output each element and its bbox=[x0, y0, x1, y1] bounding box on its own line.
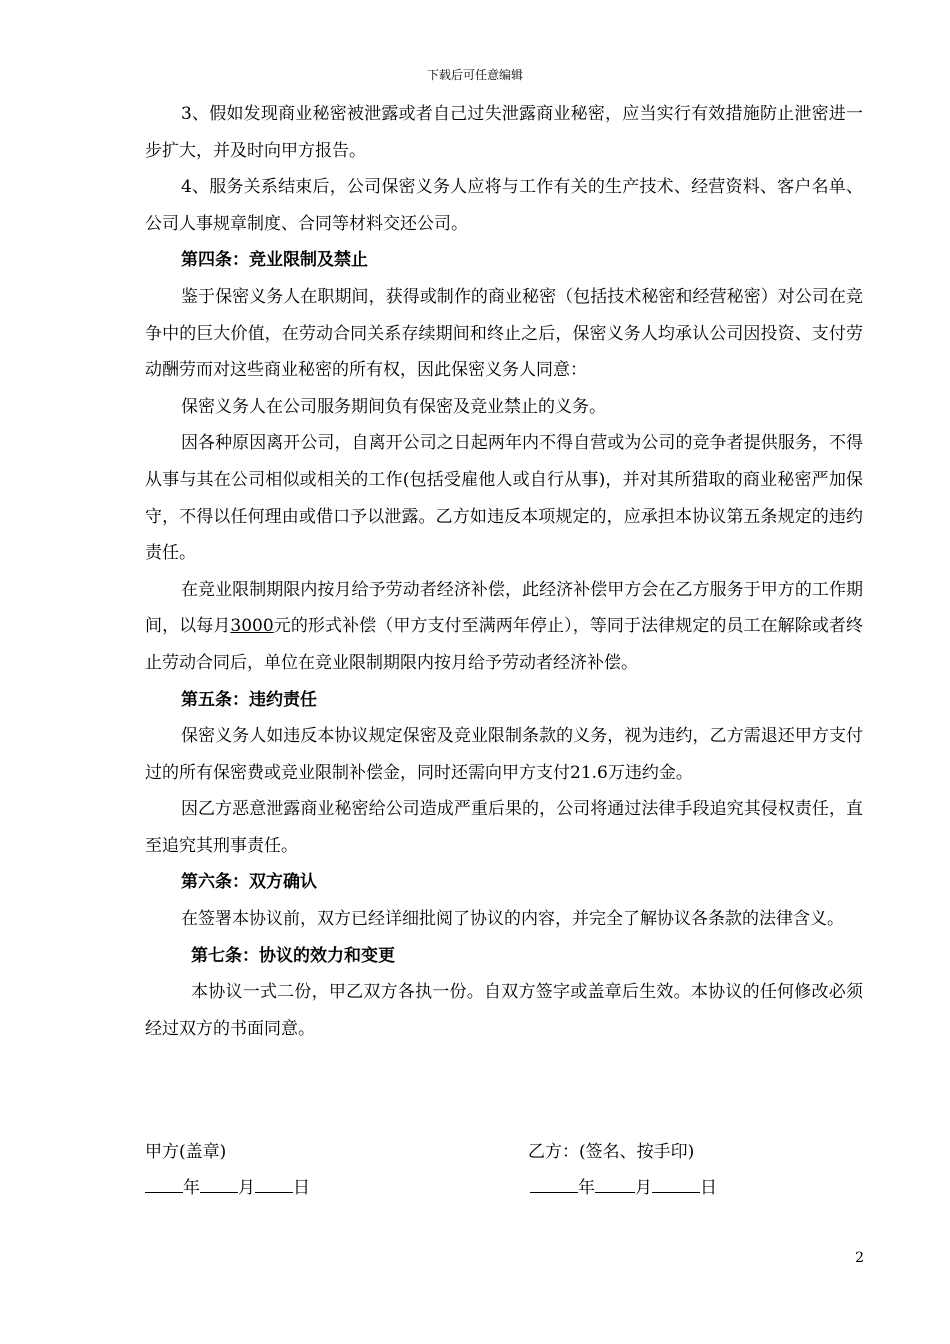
section-heading-6: 第六条：双方确认 bbox=[181, 872, 317, 893]
paragraph-text: 在竞业限制期限内按月给予劳动者经济补偿，此经济补偿甲方会在乙方服务于甲方的工作期间，以每月 bbox=[145, 579, 863, 637]
year-blank bbox=[145, 1172, 183, 1193]
paragraph: 因各种原因离开公司，自离开公司之日起两年内不得自营或为公司的竞争者提供服务，不得从事与其在公司相似或相关的工作(包括受雇他人或自行从事)，并对其所猎取的商业秘密严加保守，不得以任何理由或借口予以泄露。乙方如违反本项规定的，应承担本协议第五条规定的违约责任。 bbox=[145, 433, 863, 564]
section-heading-5: 第五条：违约责任 bbox=[181, 689, 317, 710]
party-b-date bbox=[530, 1170, 717, 1206]
paragraph: 保密义务人在公司服务期间负有保密及竞业禁止的义务。 bbox=[181, 396, 606, 417]
year-blank bbox=[530, 1172, 578, 1193]
month-blank bbox=[595, 1172, 635, 1193]
day-blank bbox=[652, 1172, 700, 1193]
monthly-amount: 3000 bbox=[230, 616, 274, 637]
page-header: 下载后可任意编辑 bbox=[426, 68, 523, 82]
day-blank bbox=[255, 1172, 293, 1193]
document-body bbox=[145, 96, 863, 1047]
paragraph-compensation bbox=[145, 572, 863, 682]
paragraph: 在签署本协议前，双方已经详细批阅了协议的内容，并完全了解协议各条款的法律含义。 bbox=[181, 909, 844, 930]
party-a-seal-label: 甲方(盖章) bbox=[145, 1142, 227, 1162]
section-heading-4: 第四条：竞业限制及禁止 bbox=[181, 250, 368, 271]
day-label: 日 bbox=[293, 1178, 310, 1198]
paragraph: 因乙方恶意泄露商业秘密给公司造成严重后果的，公司将通过法律手段追究其侵权责任，直至追究其刑事责任。 bbox=[145, 799, 863, 856]
day-label: 日 bbox=[700, 1178, 717, 1198]
party-a-date bbox=[145, 1170, 310, 1206]
year-label: 年 bbox=[183, 1178, 200, 1198]
party-b-sign-label: 乙方：(签名、按手印) bbox=[528, 1142, 695, 1162]
month-label: 月 bbox=[635, 1178, 652, 1198]
month-blank bbox=[200, 1172, 238, 1193]
paragraph: 4、服务关系结束后，公司保密义务人应将与工作有关的生产技术、经营资料、客户名单、公司人事规章制度、合同等材料交还公司。 bbox=[145, 177, 863, 234]
paragraph: 保密义务人如违反本协议规定保密及竞业限制条款的义务，视为违约，乙方需退还甲方支付过的所有保密费或竞业限制补偿金，同时还需向甲方支付21.6万违约金。 bbox=[145, 726, 863, 783]
paragraph: 鉴于保密义务人在职期间，获得或制作的商业秘密（包括技术秘密和经营秘密）对公司在竞争中的巨大价值，在劳动合同关系存续期间和终止之后，保密义务人均承认公司因投资、支付劳动酬劳而对这些商业秘密的所有权，因此保密义务人同意： bbox=[145, 286, 863, 381]
paragraph: 3、假如发现商业秘密被泄露或者自己过失泄露商业秘密，应当实行有效措施防止泄密进一步扩大，并及时向甲方报告。 bbox=[145, 104, 863, 161]
section-heading-7: 第七条：协议的效力和变更 bbox=[191, 945, 395, 966]
page-number: 2 bbox=[855, 1250, 864, 1266]
paragraph: 本协议一式二份，甲乙双方各执一份。自双方签字或盖章后生效。本协议的任何修改必须经过双方的书面同意。 bbox=[145, 982, 863, 1039]
paragraph-text: 元的形式补偿（甲方支付至满两年停止），等同于法律规定的员工在解除或者终止劳动合同后，单位在竞业限制期限内按月给予劳动者经济补偿。 bbox=[145, 616, 864, 673]
month-label: 月 bbox=[238, 1178, 255, 1198]
year-label: 年 bbox=[578, 1178, 595, 1198]
